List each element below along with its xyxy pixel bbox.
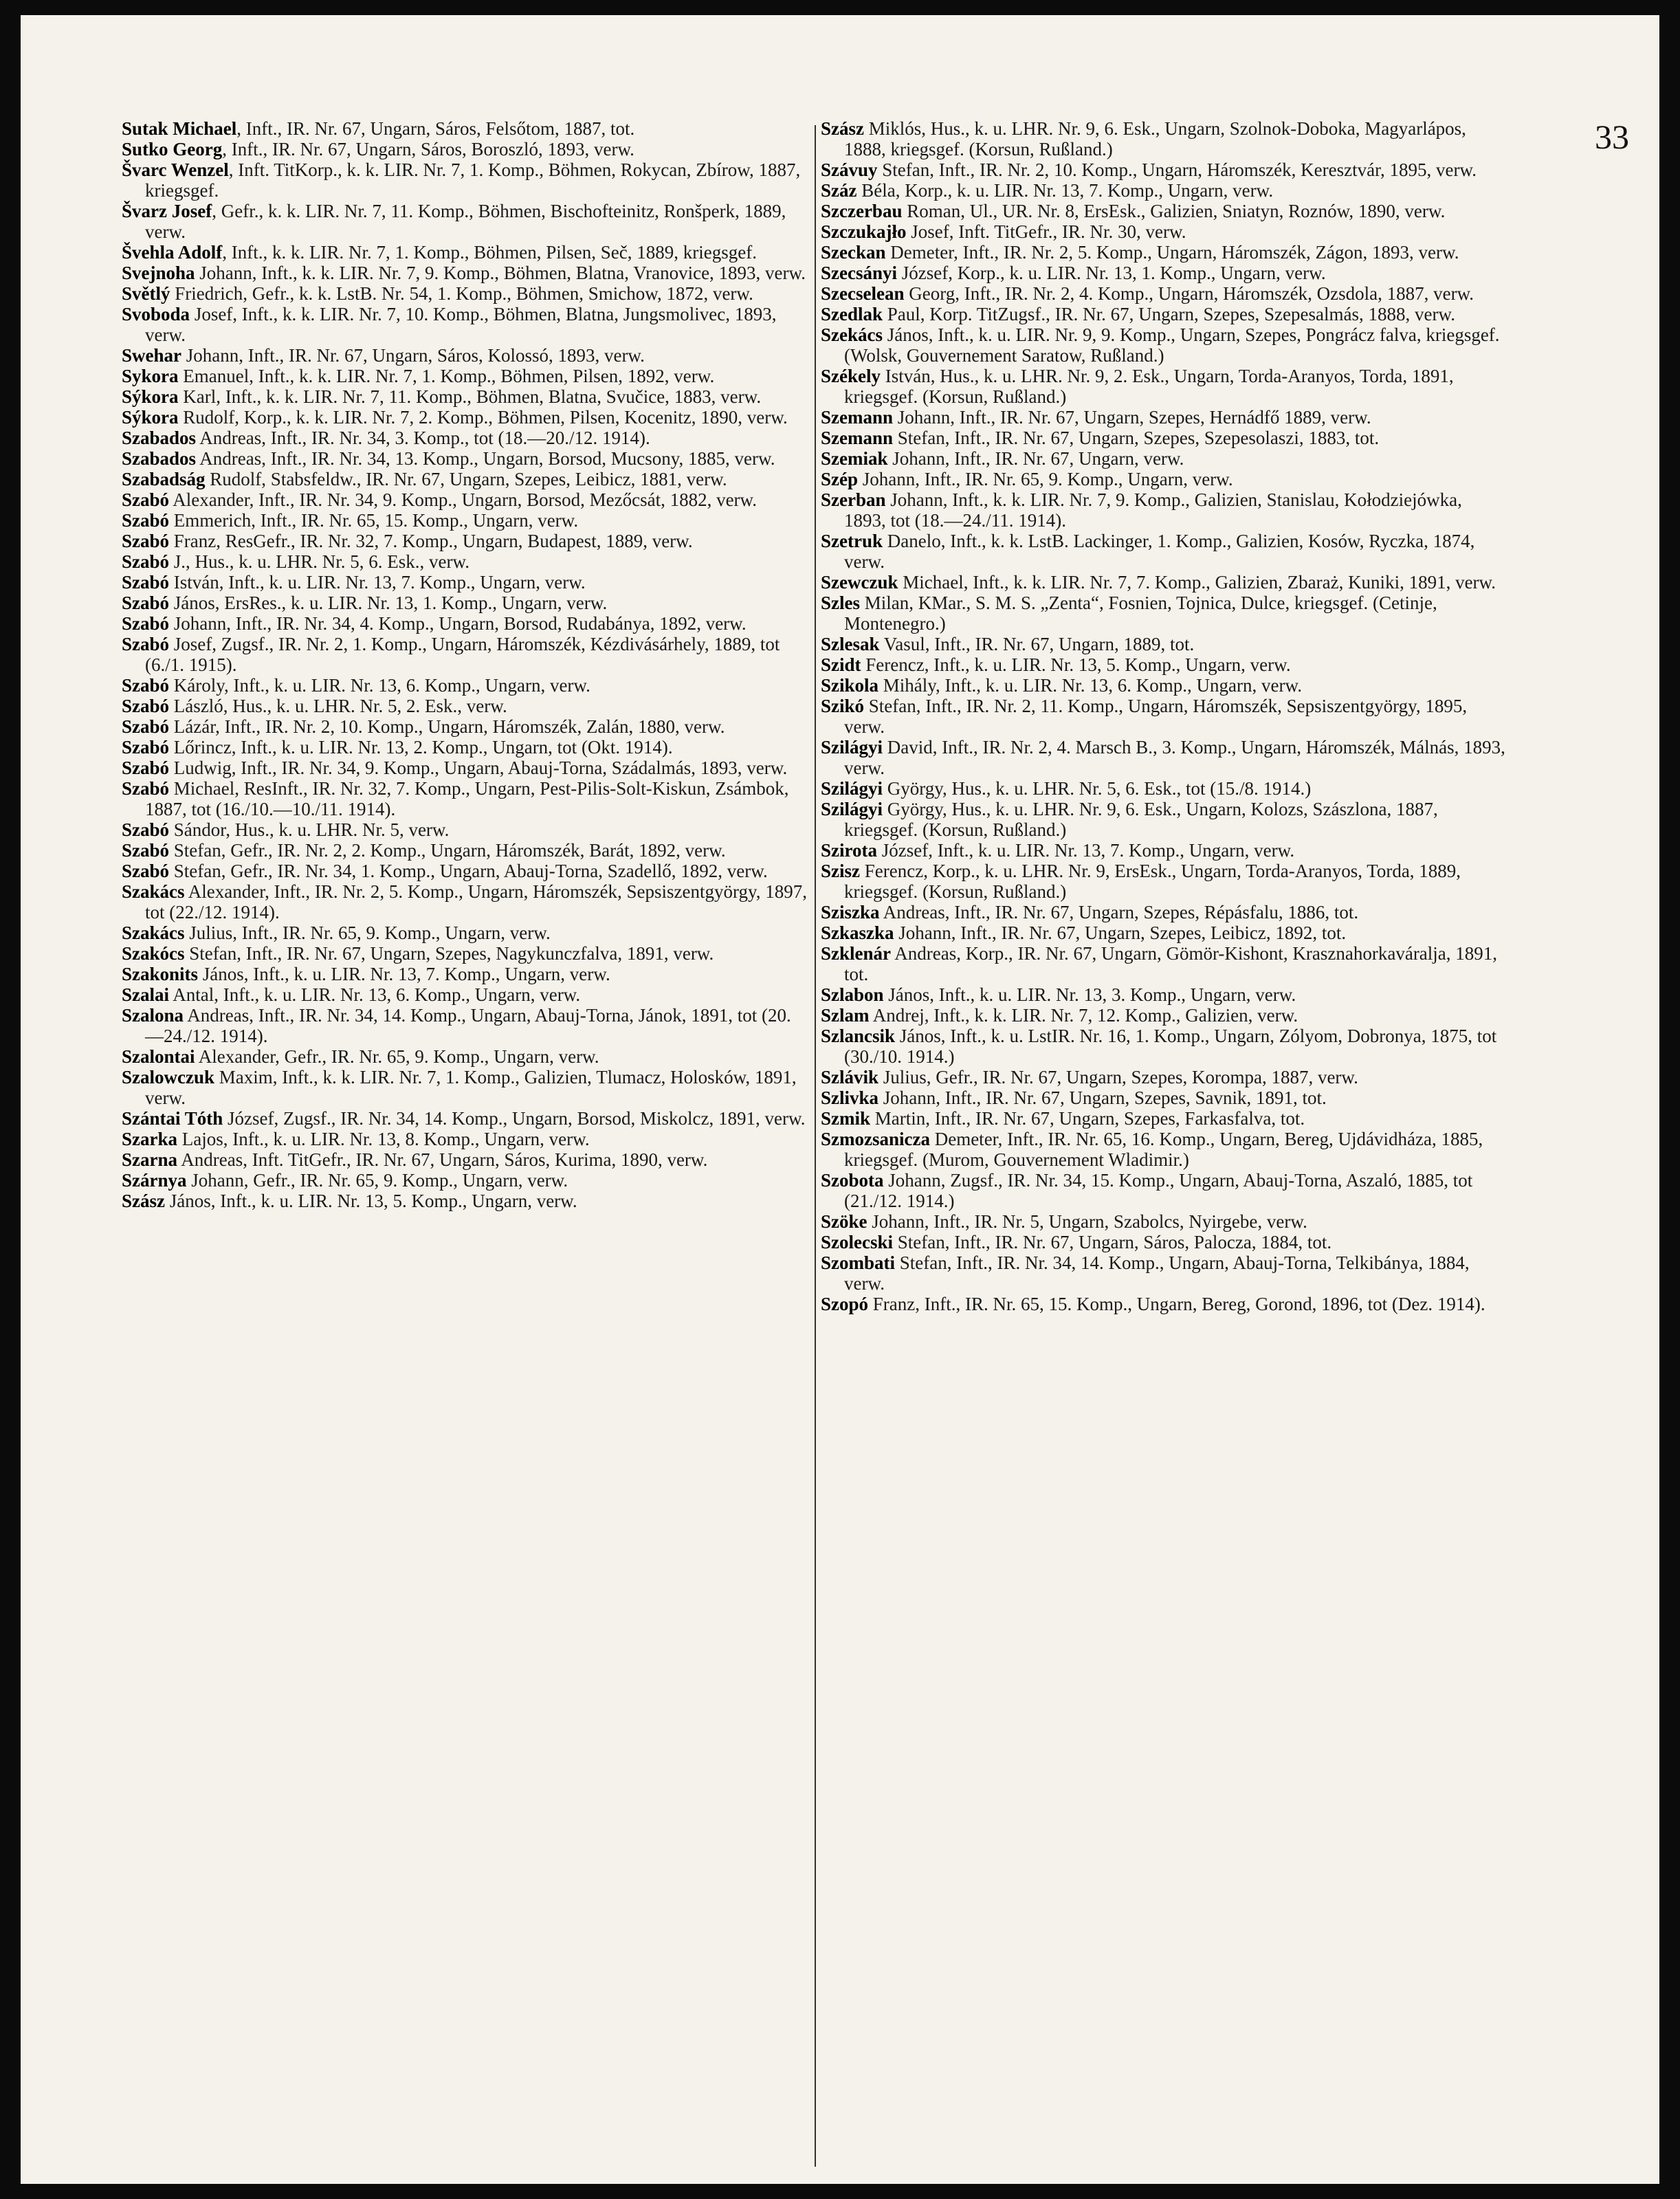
roster-entry	[821, 1026, 1508, 1067]
left-column	[122, 118, 809, 1211]
entry-details: Johann, Inft., IR. Nr. 34, 4. Komp., Ungarn, Borsod, Rudabánya, 1892, verw.	[169, 613, 747, 634]
entry-details: Alexander, Gefr., IR. Nr. 65, 9. Komp., Ungarn, verw.	[195, 1046, 599, 1067]
roster-entry	[122, 840, 809, 861]
entry-details: Sándor, Hus., k. u. LHR. Nr. 5, verw.	[169, 819, 450, 840]
entry-surname: Szklenár	[821, 943, 892, 964]
entry-details: Johann, Inft., IR. Nr. 67, Ungarn, Szepes, Leibicz, 1892, tot.	[894, 922, 1347, 943]
roster-entry	[122, 489, 809, 510]
roster-entry	[122, 922, 809, 943]
entry-surname: Sutko Georg	[122, 139, 223, 159]
entry-surname: Szikola	[821, 675, 879, 696]
entry-surname: Szabados	[122, 448, 197, 469]
roster-entry	[821, 1129, 1508, 1170]
entry-surname: Szikó	[821, 696, 865, 716]
roster-entry	[122, 881, 809, 922]
entry-surname: Szabó	[122, 819, 170, 840]
roster-entry	[122, 386, 809, 407]
roster-entry	[122, 737, 809, 758]
entry-surname: Szabados	[122, 428, 197, 448]
entry-details: Josef, Zugsf., IR. Nr. 2, 1. Komp., Ungarn, Háromszék, Kézdivásárhely, 1889, tot (6./1. 1915).	[145, 634, 780, 675]
roster-entry	[821, 469, 1508, 489]
roster-entry	[122, 159, 809, 201]
entry-details: Béla, Korp., k. u. LIR. Nr. 13, 7. Komp., Ungarn, verw.	[856, 180, 1274, 201]
entry-details: György, Hus., k. u. LHR. Nr. 9, 6. Esk., Ungarn, Kolozs, Szászlona, 1887, kriegsgef. (Korsun, Rußland.)	[844, 799, 1438, 840]
roster-entry	[821, 902, 1508, 922]
entry-surname: Svoboda	[122, 304, 190, 324]
entry-details: János, Inft., k. u. LIR. Nr. 9, 9. Komp., Ungarn, Szepes, Pongrácz falva, kriegsgef. (Wolsk, Gouvernement Saratow, Rußland.)	[844, 324, 1500, 366]
roster-entry	[122, 1170, 809, 1191]
roster-entry	[821, 593, 1508, 634]
entry-surname: Světlý	[122, 283, 170, 304]
entry-surname: Szalai	[122, 984, 170, 1005]
entry-details: János, Inft., k. u. LIR. Nr. 13, 7. Komp., Ungarn, verw.	[198, 964, 610, 984]
entry-details: István, Hus., k. u. LHR. Nr. 9, 2. Esk., Ungarn, Torda-Aranyos, Torda, 1891, kriegsgef. (Korsun, Rußland.)	[844, 366, 1454, 407]
entry-surname: Szirota	[821, 840, 877, 861]
entry-surname: Szilágyi	[821, 737, 883, 758]
roster-entry	[821, 799, 1508, 840]
entry-details: Lőrincz, Inft., k. u. LIR. Nr. 13, 2. Komp., Ungarn, tot (Okt. 1914).	[169, 737, 673, 758]
roster-entry	[122, 696, 809, 716]
roster-entry	[122, 1108, 809, 1129]
entry-surname: Szabó	[122, 716, 170, 737]
roster-entry	[122, 242, 809, 263]
entry-details: Martin, Inft., IR. Nr. 67, Ungarn, Szepes, Farkasfalva, tot.	[870, 1108, 1305, 1129]
entry-details: Stefan, Inft., IR. Nr. 67, Ungarn, Szepes, Szepesolaszi, 1883, tot.	[893, 428, 1380, 448]
entry-surname: Szedlak	[821, 304, 883, 324]
roster-entry	[122, 861, 809, 881]
roster-entry	[821, 634, 1508, 654]
roster-entry	[821, 1252, 1508, 1294]
entry-details: György, Hus., k. u. LHR. Nr. 5, 6. Esk., tot (15./8. 1914.)	[883, 778, 1312, 799]
roster-entry	[821, 696, 1508, 737]
entry-details: Johann, Inft., IR. Nr. 67, Ungarn, verw.	[887, 448, 1184, 469]
entry-details: Julius, Inft., IR. Nr. 65, 9. Komp., Ungarn, verw.	[184, 922, 551, 943]
roster-entry	[821, 180, 1508, 201]
entry-details: József, Inft., k. u. LIR. Nr. 13, 7. Komp., Ungarn, verw.	[877, 840, 1295, 861]
roster-entry	[821, 242, 1508, 263]
roster-entry	[122, 758, 809, 778]
roster-entry	[821, 263, 1508, 283]
entry-details: , Inft., k. k. LIR. Nr. 7, 1. Komp., Böhmen, Pilsen, Seč, 1889, kriegsgef.	[222, 242, 757, 263]
entry-details: János, Inft., k. u. LIR. Nr. 13, 5. Komp., Ungarn, verw.	[165, 1191, 577, 1211]
entry-surname: Szabó	[122, 737, 170, 758]
entry-details: Stefan, Inft., IR. Nr. 67, Ungarn, Sáros, Palocza, 1884, tot.	[893, 1232, 1332, 1252]
entry-surname: Szabó	[122, 613, 170, 634]
entry-surname: Szmik	[821, 1108, 871, 1129]
entry-details: Danelo, Inft., k. k. LstB. Lackinger, 1. Komp., Galizien, Kosów, Ryczka, 1874, verw.	[844, 531, 1475, 572]
roster-entry	[821, 675, 1508, 696]
roster-entry	[122, 283, 809, 304]
roster-entry	[821, 407, 1508, 428]
entry-surname: Szmozsanicza	[821, 1129, 930, 1149]
roster-entry	[821, 943, 1508, 984]
entry-details: Demeter, Inft., IR. Nr. 65, 16. Komp., Ungarn, Bereg, Ujdávidháza, 1885, kriegsgef. (Murom, Gouvernement Wladimir.)	[844, 1129, 1483, 1170]
entry-surname: Szlávik	[821, 1067, 879, 1087]
roster-entry	[122, 634, 809, 675]
entry-details: J., Hus., k. u. LHR. Nr. 5, 6. Esk., verw.	[169, 551, 470, 572]
roster-entry	[821, 922, 1508, 943]
entry-surname: Szakács	[122, 881, 185, 902]
entry-surname: Szabó	[122, 593, 170, 613]
entry-surname: Szlabon	[821, 984, 884, 1005]
roster-entry	[821, 283, 1508, 304]
roster-entry	[122, 1149, 809, 1170]
entry-surname: Szisz	[821, 861, 860, 881]
roster-entry	[821, 489, 1508, 531]
entry-details: Stefan, Inft., IR. Nr. 34, 14. Komp., Ungarn, Abauj-Torna, Telkibánya, 1884, verw.	[844, 1252, 1470, 1294]
roster-entry	[122, 675, 809, 696]
entry-surname: Szarka	[122, 1129, 177, 1149]
entry-details: Johann, Inft., IR. Nr. 67, Ungarn, Szepes, Savnik, 1891, tot.	[878, 1087, 1327, 1108]
roster-entry	[122, 345, 809, 366]
entry-details: József, Zugsf., IR. Nr. 34, 14. Komp., Ungarn, Borsod, Miskolcz, 1891, verw.	[223, 1108, 806, 1129]
roster-entry	[122, 778, 809, 819]
roster-entry	[821, 654, 1508, 675]
entry-details: Andreas, Inft. TitGefr., IR. Nr. 67, Ungarn, Sáros, Kurima, 1890, verw.	[177, 1149, 708, 1170]
roster-entry	[821, 159, 1508, 180]
roster-entry	[821, 221, 1508, 242]
document-page	[21, 15, 1659, 2184]
roster-entry	[122, 366, 809, 386]
entry-surname: Székely	[821, 366, 881, 386]
entry-surname: Szlesak	[821, 634, 880, 654]
entry-details: Roman, Ul., UR. Nr. 8, ErsEsk., Galizien, Sniatyn, Roznów, 1890, verw.	[902, 201, 1446, 221]
entry-surname: Szántai Tóth	[122, 1108, 223, 1129]
entry-surname: Szilágyi	[821, 778, 883, 799]
roster-entry	[122, 531, 809, 551]
entry-details: Maxim, Inft., k. k. LIR. Nr. 7, 1. Komp., Galizien, Tlumacz, Holosków, 1891, verw.	[145, 1067, 797, 1108]
roster-entry	[821, 1108, 1508, 1129]
roster-entry	[122, 407, 809, 428]
right-column	[821, 118, 1508, 1314]
roster-entry	[821, 1211, 1508, 1232]
roster-entry	[821, 737, 1508, 778]
entry-details: Stefan, Inft., IR. Nr. 2, 11. Komp., Ungarn, Háromszék, Sepsiszentgyörgy, 1895, verw.	[844, 696, 1468, 737]
page-number: 33	[1595, 118, 1629, 156]
roster-entry	[122, 943, 809, 964]
roster-entry	[122, 263, 809, 283]
roster-entry	[122, 551, 809, 572]
roster-entry	[122, 118, 809, 139]
entry-surname: Szász	[821, 118, 864, 139]
roster-entry	[821, 840, 1508, 861]
roster-entry	[122, 139, 809, 159]
entry-surname: Szép	[821, 469, 858, 489]
roster-entry	[821, 366, 1508, 407]
entry-surname: Szlivka	[821, 1087, 879, 1108]
roster-entry	[122, 1005, 809, 1046]
roster-entry	[821, 324, 1508, 366]
entry-surname: Szerban	[821, 489, 886, 510]
entry-details: Georg, Inft., IR. Nr. 2, 4. Komp., Ungarn, Háromszék, Ozsdola, 1887, verw.	[904, 283, 1474, 304]
entry-details: Milan, KMar., S. M. S. „Zenta“, Fosnien, Tojnica, Dulce, kriegsgef. (Cetinje, Montenegro.)	[844, 593, 1437, 634]
entry-details: Károly, Inft., k. u. LIR. Nr. 13, 6. Komp., Ungarn, verw.	[169, 675, 590, 696]
entry-surname: Szakócs	[122, 943, 185, 964]
entry-surname: Szabó	[122, 531, 170, 551]
entry-details: Lázár, Inft., IR. Nr. 2, 10. Komp., Ungarn, Háromszék, Zalán, 1880, verw.	[169, 716, 725, 737]
entry-surname: Szeckan	[821, 242, 886, 263]
entry-surname: Švarz Josef	[122, 201, 212, 221]
entry-details: Franz, Inft., IR. Nr. 65, 15. Komp., Ungarn, Bereg, Gorond, 1896, tot (Dez. 1914).	[868, 1294, 1485, 1314]
entry-surname: Swehar	[122, 345, 181, 366]
entry-surname: Szczerbau	[821, 201, 903, 221]
entry-surname: Szász	[122, 1191, 165, 1211]
entry-surname: Szalowczuk	[122, 1067, 214, 1087]
entry-surname: Szemann	[821, 428, 894, 448]
entry-details: Michael, Inft., k. k. LIR. Nr. 7, 7. Komp., Galizien, Zbaraż, Kuniki, 1891, verw.	[898, 572, 1496, 593]
entry-details: Johann, Inft., IR. Nr. 65, 9. Komp., Ungarn, verw.	[858, 469, 1233, 489]
entry-surname: Szabó	[122, 758, 170, 778]
entry-surname: Szabó	[122, 489, 170, 510]
roster-entry	[821, 1005, 1508, 1026]
roster-entry	[122, 716, 809, 737]
entry-details: Miklós, Hus., k. u. LHR. Nr. 9, 6. Esk., Ungarn, Szolnok-Doboka, Magyarlápos, 1888, kriegsgef. (Korsun, Rußland.)	[844, 118, 1466, 159]
entry-details: Andreas, Inft., IR. Nr. 67, Ungarn, Szepes, Répásfalu, 1886, tot.	[879, 902, 1359, 922]
entry-surname: Szabó	[122, 572, 170, 593]
entry-details: Ludwig, Inft., IR. Nr. 34, 9. Komp., Ungarn, Abauj-Torna, Szádalmás, 1893, verw.	[169, 758, 788, 778]
entry-surname: Szakács	[122, 922, 185, 943]
entry-details: Michael, ResInft., IR. Nr. 32, 7. Komp., Ungarn, Pest-Pilis-Solt-Kiskun, Zsámbok, 1887, tot (16./10.—10./11. 1914).	[145, 778, 789, 819]
entry-details: Andreas, Inft., IR. Nr. 34, 14. Komp., Ungarn, Abauj-Torna, Jánok, 1891, tot (20.—24./12. 1914).	[145, 1005, 791, 1046]
roster-entry	[821, 448, 1508, 469]
roster-entry	[821, 984, 1508, 1005]
roster-entry	[122, 304, 809, 345]
entry-details: János, ErsRes., k. u. LIR. Nr. 13, 1. Komp., Ungarn, verw.	[169, 593, 608, 613]
entry-details: Andreas, Inft., IR. Nr. 34, 3. Komp., tot (18.—20./12. 1914).	[196, 428, 650, 448]
entry-surname: Szöke	[821, 1211, 867, 1232]
entry-details: Julius, Gefr., IR. Nr. 67, Ungarn, Szepes, Korompa, 1887, verw.	[878, 1067, 1358, 1087]
entry-surname: Švehla Adolf	[122, 242, 223, 263]
entry-details: , Inft. TitKorp., k. k. LIR. Nr. 7, 1. Komp., Böhmen, Rokycan, Zbírow, 1887, kriegsgef.	[145, 159, 801, 201]
entry-surname: Švarc Wenzel	[122, 159, 229, 180]
entry-details: Emmerich, Inft., IR. Nr. 65, 15. Komp., Ungarn, verw.	[169, 510, 579, 531]
entry-details: József, Korp., k. u. LIR. Nr. 13, 1. Komp., Ungarn, verw.	[897, 263, 1326, 283]
roster-entry	[821, 1067, 1508, 1087]
entry-surname: Szabó	[122, 778, 170, 799]
entry-surname: Szilágyi	[821, 799, 883, 819]
entry-details: Ferencz, Inft., k. u. LIR. Nr. 13, 5. Komp., Ungarn, verw.	[861, 654, 1291, 675]
entry-surname: Szárnya	[122, 1170, 187, 1191]
entry-details: Vasul, Inft., IR. Nr. 67, Ungarn, 1889, tot.	[879, 634, 1195, 654]
entry-details: István, Inft., k. u. LIR. Nr. 13, 7. Komp., Ungarn, verw.	[169, 572, 586, 593]
roster-entry	[821, 572, 1508, 593]
entry-details: Mihály, Inft., k. u. LIR. Nr. 13, 6. Komp., Ungarn, verw.	[878, 675, 1302, 696]
roster-entry	[821, 531, 1508, 572]
entry-details: Andrej, Inft., k. k. LIR. Nr. 7, 12. Komp., Galizien, verw.	[869, 1005, 1298, 1026]
entry-details: János, Inft., k. u. LstIR. Nr. 16, 1. Komp., Ungarn, Zólyom, Dobronya, 1875, tot (30./10. 1914.)	[844, 1026, 1497, 1067]
roster-entry	[122, 1067, 809, 1108]
roster-entry	[821, 1087, 1508, 1108]
roster-entry	[122, 1129, 809, 1149]
entry-surname: Szalona	[122, 1005, 184, 1026]
roster-entry	[122, 819, 809, 840]
entry-details: Ferencz, Korp., k. u. LHR. Nr. 9, ErsEsk., Ungarn, Torda-Aranyos, Torda, 1889, kriegsgef. (Korsun, Rußland.)	[844, 861, 1461, 902]
roster-entry	[821, 304, 1508, 324]
roster-entry	[122, 510, 809, 531]
roster-entry	[122, 613, 809, 634]
entry-details: David, Inft., IR. Nr. 2, 4. Marsch B., 3. Komp., Ungarn, Háromszék, Málnás, 1893, verw.	[844, 737, 1505, 778]
roster-entry	[821, 1170, 1508, 1211]
entry-surname: Szczukajło	[821, 221, 907, 242]
entry-details: Andreas, Korp., IR. Nr. 67, Ungarn, Gömör-Kishont, Krasznahorkaváralja, 1891, tot.	[844, 943, 1498, 984]
entry-details: Friedrich, Gefr., k. k. LstB. Nr. 54, 1. Komp., Böhmen, Smichow, 1872, verw.	[170, 283, 753, 304]
entry-details: Stefan, Gefr., IR. Nr. 2, 2. Komp., Ungarn, Háromszék, Barát, 1892, verw.	[169, 840, 726, 861]
entry-details: Stefan, Inft., IR. Nr. 2, 10. Komp., Ungarn, Háromszék, Keresztvár, 1895, verw.	[877, 159, 1477, 180]
entry-surname: Szávuy	[821, 159, 878, 180]
column-divider	[815, 125, 816, 2167]
entry-details: , Inft., IR. Nr. 67, Ungarn, Sáros, Boroszló, 1893, verw.	[222, 139, 634, 159]
entry-surname: Sýkora	[122, 407, 179, 428]
roster-entry	[122, 984, 809, 1005]
entry-surname: Szabó	[122, 675, 170, 696]
roster-entry	[821, 861, 1508, 902]
entry-surname: Szolecski	[821, 1232, 893, 1252]
entry-surname: Szecselean	[821, 283, 905, 304]
roster-entry	[821, 201, 1508, 221]
entry-details: Andreas, Inft., IR. Nr. 34, 13. Komp., Ungarn, Borsod, Mucsony, 1885, verw.	[196, 448, 775, 469]
entry-details: Emanuel, Inft., k. k. LIR. Nr. 7, 1. Komp., Böhmen, Pilsen, 1892, verw.	[178, 366, 715, 386]
entry-details: Demeter, Inft., IR. Nr. 2, 5. Komp., Ungarn, Háromszék, Zágon, 1893, verw.	[885, 242, 1459, 263]
entry-details: Johann, Inft., IR. Nr. 5, Ungarn, Szabolcs, Nyirgebe, verw.	[867, 1211, 1307, 1232]
entry-surname: Szalontai	[122, 1046, 195, 1067]
entry-details: Josef, Inft., k. k. LIR. Nr. 7, 10. Komp., Böhmen, Blatna, Jungsmolivec, 1893, verw.	[145, 304, 777, 345]
entry-details: Alexander, Inft., IR. Nr. 34, 9. Komp., Ungarn, Borsod, Mezőcsát, 1882, verw.	[169, 489, 758, 510]
roster-entry	[122, 201, 809, 242]
entry-surname: Szabó	[122, 696, 170, 716]
entry-surname: Száz	[821, 180, 857, 201]
entry-details: Josef, Inft. TitGefr., IR. Nr. 30, verw.	[906, 221, 1186, 242]
entry-surname: Sutak Michael	[122, 118, 237, 139]
entry-surname: Szecsányi	[821, 263, 897, 283]
entry-surname: Svejnoha	[122, 263, 195, 283]
roster-entry	[122, 428, 809, 448]
entry-surname: Szabó	[122, 510, 170, 531]
roster-entry	[821, 778, 1508, 799]
entry-surname: Szekács	[821, 324, 883, 345]
entry-details: Lajos, Inft., k. u. LIR. Nr. 13, 8. Komp., Ungarn, verw.	[177, 1129, 590, 1149]
roster-entry	[821, 1232, 1508, 1252]
entry-surname: Szakonits	[122, 964, 199, 984]
entry-details: Alexander, Inft., IR. Nr. 2, 5. Komp., Ungarn, Háromszék, Sepsiszentgyörgy, 1897, tot (22./12. 1914).	[145, 881, 808, 922]
entry-surname: Szabadság	[122, 469, 206, 489]
entry-surname: Szewczuk	[821, 572, 898, 593]
entry-details: Karl, Inft., k. k. LIR. Nr. 7, 11. Komp., Böhmen, Blatna, Svučice, 1883, verw.	[178, 386, 762, 407]
entry-surname: Sziszka	[821, 902, 880, 922]
entry-details: Rudolf, Korp., k. k. LIR. Nr. 7, 2. Komp., Böhmen, Pilsen, Kocenitz, 1890, verw.	[178, 407, 788, 428]
roster-entry	[122, 1046, 809, 1067]
roster-entry	[122, 469, 809, 489]
roster-entry	[821, 118, 1508, 159]
roster-entry	[821, 428, 1508, 448]
roster-entry	[821, 1294, 1508, 1314]
entry-surname: Sýkora	[122, 386, 179, 407]
entry-details: Franz, ResGefr., IR. Nr. 32, 7. Komp., Ungarn, Budapest, 1889, verw.	[169, 531, 693, 551]
entry-surname: Szles	[821, 593, 860, 613]
entry-surname: Szabó	[122, 840, 170, 861]
entry-details: Johann, Inft., IR. Nr. 67, Ungarn, Szepes, Hernádfő 1889, verw.	[893, 407, 1371, 428]
entry-surname: Sykora	[122, 366, 179, 386]
roster-entry	[122, 593, 809, 613]
entry-surname: Szlam	[821, 1005, 870, 1026]
entry-surname: Szabó	[122, 551, 170, 572]
entry-surname: Szabó	[122, 861, 170, 881]
entry-details: Johann, Inft., k. k. LIR. Nr. 7, 9. Komp., Böhmen, Blatna, Vranovice, 1893, verw.	[195, 263, 806, 283]
entry-details: Johann, Zugsf., IR. Nr. 34, 15. Komp., Ungarn, Abauj-Torna, Aszaló, 1885, tot (21./12. 1914.)	[844, 1170, 1473, 1211]
entry-details: Stefan, Gefr., IR. Nr. 34, 1. Komp., Ungarn, Abauj-Torna, Szadellő, 1892, verw.	[169, 861, 768, 881]
entry-details: , Inft., IR. Nr. 67, Ungarn, Sáros, Felsőtom, 1887, tot.	[236, 118, 635, 139]
roster-entry	[122, 448, 809, 469]
entry-surname: Szabó	[122, 634, 170, 654]
entry-details: Johann, Inft., k. k. LIR. Nr. 7, 9. Komp., Galizien, Stanislau, Kołodziejówka, 1893, tot (18.—24./11. 1914).	[844, 489, 1462, 531]
roster-entry	[122, 1191, 809, 1211]
entry-surname: Szobota	[821, 1170, 884, 1191]
entry-details: Stefan, Inft., IR. Nr. 67, Ungarn, Szepes, Nagykunczfalva, 1891, verw.	[184, 943, 714, 964]
entry-details: , Gefr., k. k. LIR. Nr. 7, 11. Komp., Böhmen, Bischofteinitz, Ronšperk, 1889, verw.	[145, 201, 786, 242]
entry-surname: Szemann	[821, 407, 894, 428]
roster-entry	[122, 572, 809, 593]
entry-surname: Szarna	[122, 1149, 177, 1170]
entry-surname: Szetruk	[821, 531, 883, 551]
roster-entry	[122, 964, 809, 984]
entry-surname: Szlancsik	[821, 1026, 896, 1046]
entry-details: Johann, Inft., IR. Nr. 67, Ungarn, Sáros, Kolossó, 1893, verw.	[181, 345, 645, 366]
entry-details: Paul, Korp. TitZugsf., IR. Nr. 67, Ungarn, Szepes, Szepesalmás, 1888, verw.	[883, 304, 1455, 324]
entry-details: Antal, Inft., k. u. LIR. Nr. 13, 6. Komp., Ungarn, verw.	[169, 984, 581, 1005]
entry-details: Rudolf, Stabsfeldw., IR. Nr. 67, Ungarn, Szepes, Leibicz, 1881, verw.	[205, 469, 727, 489]
entry-surname: Szidt	[821, 654, 861, 675]
entry-details: Johann, Gefr., IR. Nr. 65, 9. Komp., Ungarn, verw.	[186, 1170, 568, 1191]
entry-surname: Szemiak	[821, 448, 888, 469]
entry-surname: Szopó	[821, 1294, 869, 1314]
entry-surname: Szkaszka	[821, 922, 894, 943]
entry-details: László, Hus., k. u. LHR. Nr. 5, 2. Esk., verw.	[169, 696, 507, 716]
entry-details: János, Inft., k. u. LIR. Nr. 13, 3. Komp., Ungarn, verw.	[883, 984, 1296, 1005]
entry-surname: Szombati	[821, 1252, 895, 1273]
